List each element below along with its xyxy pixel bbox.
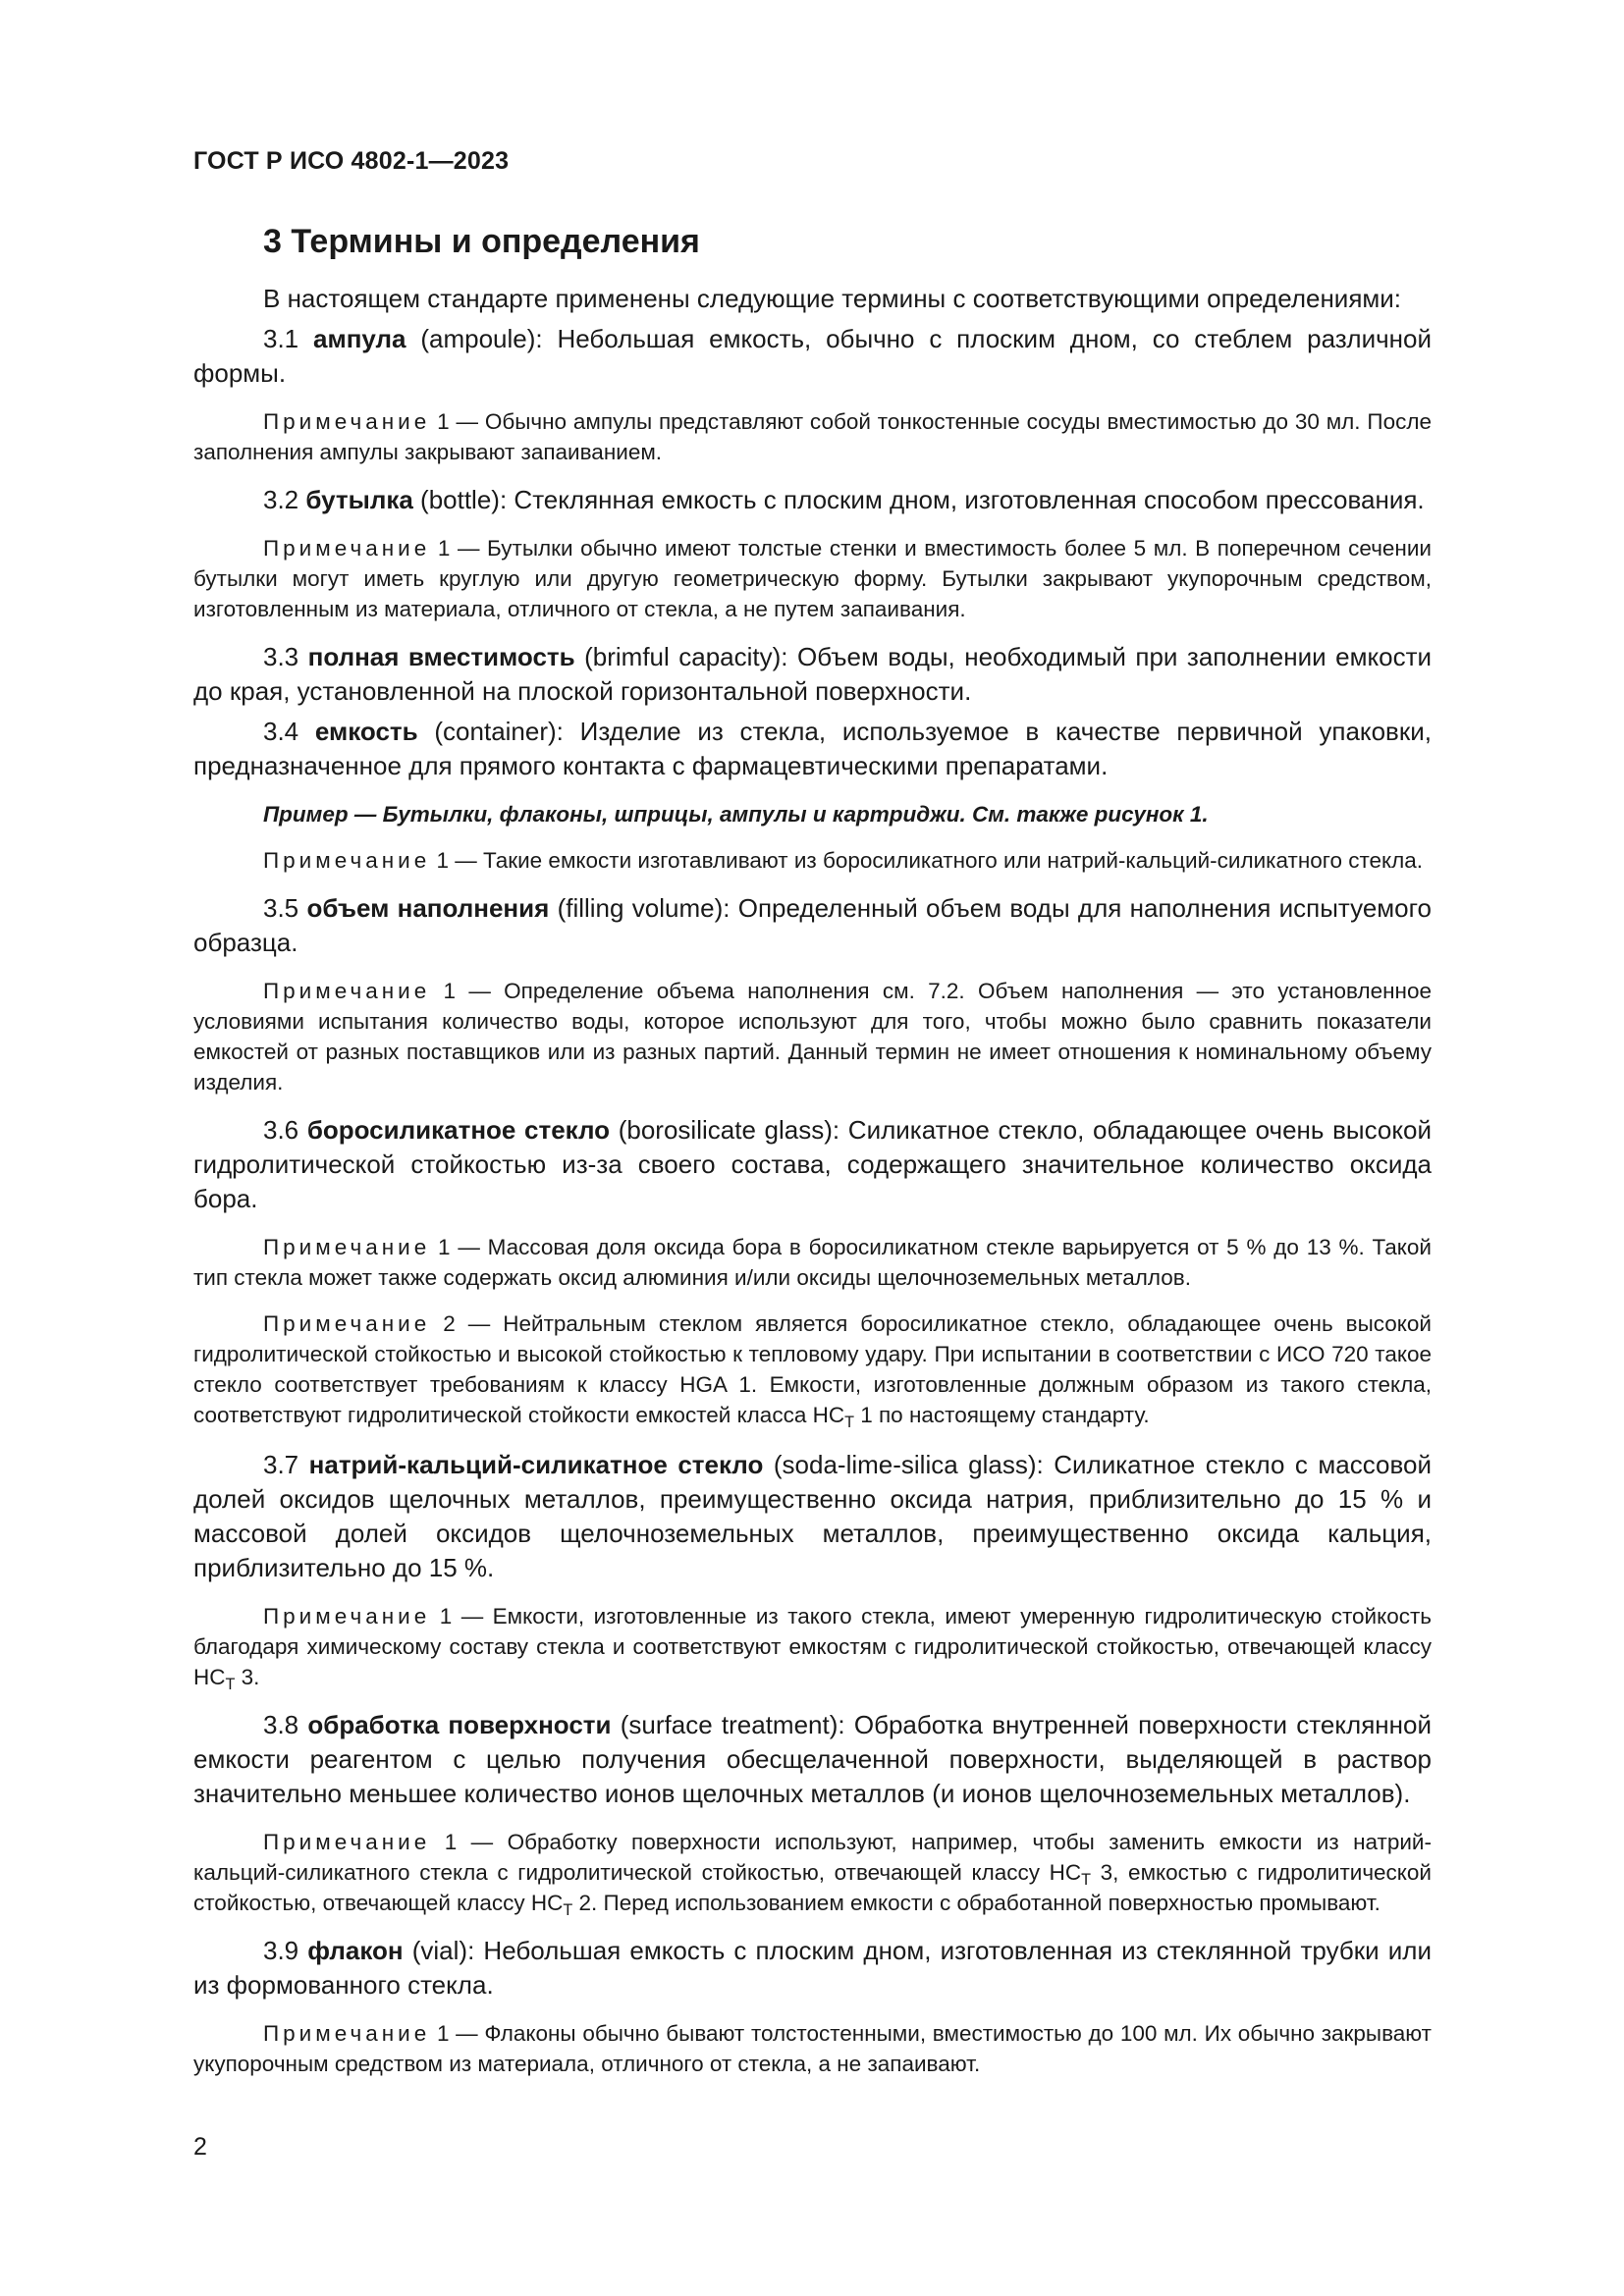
term-3-8: 3.8 обработка поверхности (surface treatment): Обработка внутренней поверхности стеклянной емкости реагентом с целью получения обесщелаченной поверхности, выделяющей в раствор значительно меньшее количество ионов щелочных металлов (и ионов щелочноземельных металлов). bbox=[193, 1710, 1432, 1808]
term-3-5: 3.5 объем наполнения (filling volume): Определенный объем воды для наполнения испытуемого образца. bbox=[193, 893, 1432, 957]
note-3-2-1: Примечание 1 — Бутылки обычно имеют толстые стенки и вместимость более 5 мл. В поперечном сечении бутылки могут иметь круглую или другую геометрическую форму. Бутылки закрывают укупорочным средством, изготовленным из материала, отличного от стекла, а не путем запаивания. bbox=[193, 536, 1432, 621]
page-number: 2 bbox=[193, 2133, 207, 2161]
term-3-7: 3.7 натрий-кальций-силикатное стекло (soda-lime-silica glass): Силикатное стекло с массовой долей оксидов щелочных металлов, преимущественно оксида натрия, приблизительно до 15 % и массовой долей оксидов щелочноземельных металлов, преимущественно оксида кальция, приблизительно до 15 %. bbox=[193, 1450, 1432, 1582]
term-3-2: 3.2 бутылка (bottle): Стеклянная емкость с плоским дном, изготовленная способом прессования. bbox=[263, 485, 1425, 514]
note-label: Примечание bbox=[263, 979, 431, 1003]
document-header: ГОСТ Р ИСО 4802-1—2023 bbox=[193, 147, 510, 175]
note-label: Примечание bbox=[263, 1604, 431, 1629]
note-3-5-1: Примечание 1 — Определение объема наполнения см. 7.2. Объем наполнения — это установленное условиями испытания количество воды, которое используют для того, чтобы можно было сравнить показатели емкостей от разных поставщиков или из разных партий. Данный термин не имеет отношения к номинальному объему изделия. bbox=[193, 979, 1432, 1095]
term-name: флакон bbox=[307, 1936, 404, 1965]
term-name: полная вместимость bbox=[307, 642, 575, 671]
term-name: объем наполнения bbox=[306, 893, 550, 923]
section-title: 3 Термины и определения bbox=[263, 223, 700, 260]
note-label: Примечание bbox=[263, 409, 431, 434]
term-3-3: 3.3 полная вместимость (brimful capacity): Объем воды, необходимый при заполнении емкости до края, установленной на плоской горизонтальной поверхности. bbox=[193, 642, 1432, 706]
term-name: емкость bbox=[314, 717, 418, 746]
intro-paragraph: В настоящем стандарте применены следующие термины с соответствующими определениями: bbox=[263, 284, 1402, 313]
note-3-1-1: Примечание 1 — Обычно ампулы представляют собой тонкостенные сосуды вместимостью до 30 мл. После заполнения ампулы закрывают запаиванием. bbox=[193, 409, 1432, 464]
note-label: Примечание bbox=[263, 1235, 431, 1259]
note-3-7-1: Примечание 1 — Емкости, изготовленные из такого стекла, имеют умеренную гидролитическую стойкость благодаря химическому составу стекла и соответствуют емкостям с гидролитической стойкостью, отвечающей классу $НС_Т$ 3. bbox=[193, 1604, 1432, 1693]
note-3-8-1: Примечание 1 — Обработку поверхности используют, например, чтобы заменить емкости из натрий-кальций-силикатного стекла с гидролитической стойкостью, отвечающей классу $НС_Т$ 3, емкостью с гидролитической стойкостью, отвечающей классу $НС_Т$ 2. Перед использованием емкости с обработанной поверхностью промывают. bbox=[193, 1830, 1432, 1919]
note-3-6-2: Примечание 2 — Нейтральным стеклом является боросиликатное стекло, обладающее очень высокой гидролитической стойкостью и высокой стойкостью к тепловому удару. При испытании в соответствии с ИСО 720 такое стекло соответствует требованиям к классу HGA 1. Емкости, изготовленные должным образом из такого стекла, соответствуют гидролитической стойкости емкостей класса $НС_Т$ 1 по настоящему стандарту. bbox=[193, 1311, 1432, 1431]
section-body bbox=[193, 282, 1432, 2079]
example-3-4: Пример — Бутылки, флаконы, шприцы, ампулы и картриджи. См. также рисунок 1. bbox=[263, 802, 1209, 827]
term-name: бутылка bbox=[305, 485, 413, 514]
note-3-4-1: Примечание 1 — Такие емкости изготавливают из боросиликатного или натрий-кальций-силикатного стекла. bbox=[263, 848, 1424, 873]
note-label: Примечание bbox=[263, 848, 431, 873]
note-label: Примечание bbox=[263, 2021, 431, 2046]
note-3-6-1: Примечание 1 — Массовая доля оксида бора в боросиликатном стекле варьируется от 5 % до 13 %. Такой тип стекла может также содержать оксид алюминия и/или оксиды щелочноземельных металлов. bbox=[193, 1235, 1432, 1290]
note-label: Примечание bbox=[263, 1830, 431, 1854]
term-name: натрий-кальций-силикатное стекло bbox=[308, 1450, 764, 1479]
term-3-1: 3.1 ампула (ampoule): Небольшая емкость, обычно с плоским дном, со стеблем различной формы. bbox=[193, 324, 1432, 388]
note-label: Примечание bbox=[263, 536, 431, 561]
note-label: Примечание bbox=[263, 1311, 431, 1336]
term-name: ампула bbox=[313, 324, 406, 353]
note-3-9-1: Примечание 1 — Флаконы обычно бывают толстостенными, вместимостью до 100 мл. Их обычно закрывают укупорочным средством из материала, отличного от стекла, а не запаивают. bbox=[193, 2021, 1432, 2076]
term-3-6: 3.6 боросиликатное стекло (borosilicate glass): Силикатное стекло, обладающее очень высокой гидролитической стойкостью из-за своего состава, содержащего значительное количество оксида бора. bbox=[193, 1115, 1432, 1213]
term-name: боросиликатное стекло bbox=[306, 1115, 611, 1145]
term-name: обработка поверхности bbox=[307, 1710, 612, 1739]
term-3-9: 3.9 флакон (vial): Небольшая емкость с плоским дном, изготовленная из стеклянной трубки или из формованного стекла. bbox=[193, 1936, 1432, 2000]
term-3-4: 3.4 емкость (container): Изделие из стекла, используемое в качестве первичной упаковки, предназначенное для прямого контакта с фармацевтическими препаратами. bbox=[193, 717, 1432, 780]
